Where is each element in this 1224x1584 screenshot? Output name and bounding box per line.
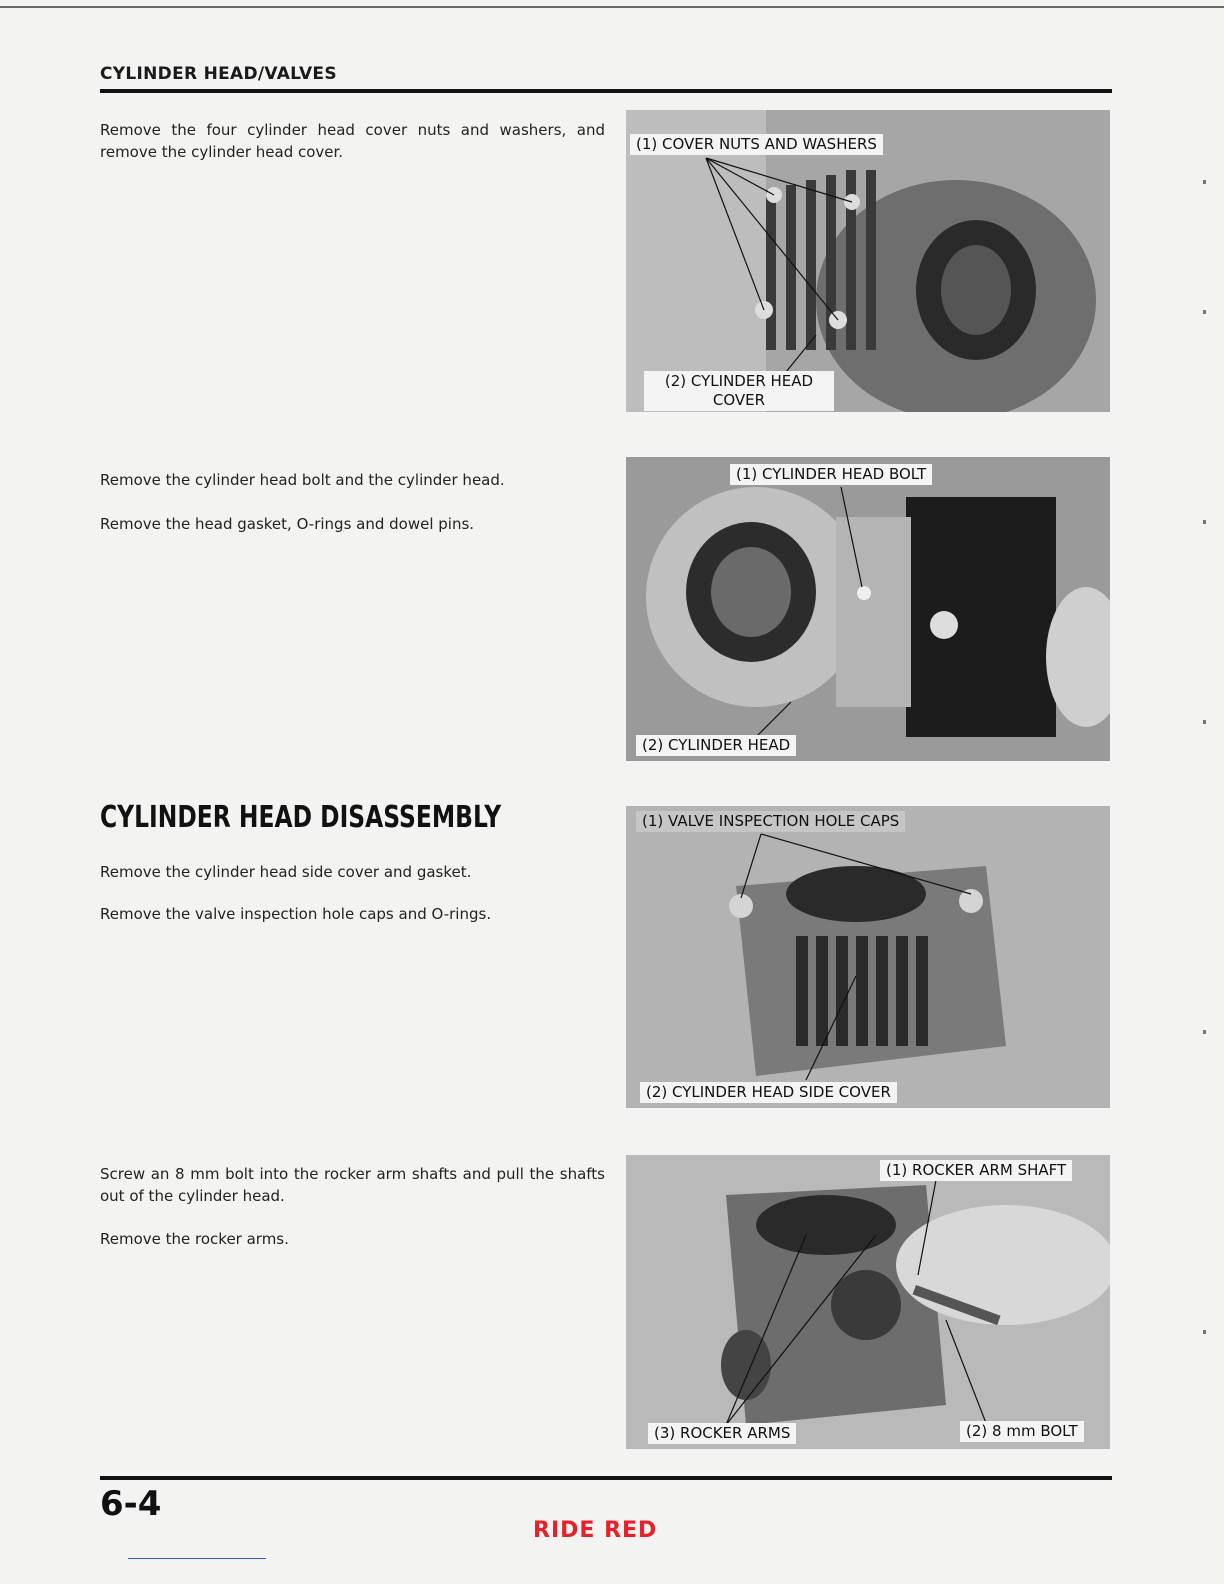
step-remove-cover: Remove the four cylinder head cover nuts and washers, and remove the cylinder head cover. [100, 121, 605, 161]
callout-hole-caps: (1) VALVE INSPECTION HOLE CAPS [636, 811, 905, 832]
callout-head-cover [644, 371, 834, 411]
edge-mark [1203, 720, 1206, 724]
figure-head-bolt-photo [626, 457, 1110, 761]
figure-cover-nuts-photo [626, 110, 1110, 412]
callout-rocker-arm-shaft: (1) ROCKER ARM SHAFT [880, 1160, 1072, 1181]
step-remove-rocker-arms: Remove the rocker arms. [100, 1230, 289, 1248]
engine-photo-illustration-3 [626, 806, 1110, 1108]
callout-cover-nuts: (1) COVER NUTS AND WASHERS [630, 134, 883, 155]
callout-head-cover-line2: COVER [712, 391, 766, 409]
step-remove-gasket: Remove the head gasket, O-rings and dowel pins. [100, 515, 475, 533]
callout-head-cover-line1: (2) CYLINDER HEAD [664, 372, 814, 390]
section-heading: CYLINDER HEAD DISASSEMBLY [100, 800, 502, 835]
footer-divider [100, 1476, 1112, 1480]
edge-mark [1203, 180, 1206, 184]
step-remove-hole-caps: Remove the valve inspection hole caps and O-rings. [100, 905, 492, 923]
callout-head-bolt: (1) CYLINDER HEAD BOLT [730, 464, 932, 485]
edge-mark [1203, 1030, 1206, 1034]
footer-brand-logo: RIDE RED [533, 1518, 658, 1543]
edge-mark [1203, 310, 1206, 314]
engine-photo-illustration-4 [626, 1155, 1110, 1449]
page-number: 6-4 [100, 1484, 162, 1524]
callout-rocker-arms: (3) ROCKER ARMS [648, 1423, 796, 1444]
step-remove-head: Remove the cylinder head bolt and the cylinder head. [100, 471, 505, 489]
figure-rocker-arm-photo [626, 1155, 1110, 1449]
page-header-title: CYLINDER HEAD/VALVES [100, 64, 337, 84]
figure-hole-caps-photo [626, 806, 1110, 1108]
header-divider [100, 89, 1112, 93]
step-remove-side-cover: Remove the cylinder head side cover and gasket. [100, 863, 472, 881]
callout-cylinder-head: (2) CYLINDER HEAD [636, 735, 796, 756]
top-edge-rule [0, 6, 1224, 8]
engine-photo-illustration-2 [626, 457, 1110, 761]
edge-mark [1203, 520, 1206, 524]
step-pull-shafts: Screw an 8 mm bolt into the rocker arm shafts and pull the shafts out of the cylinder head. [100, 1165, 605, 1205]
callout-side-cover: (2) CYLINDER HEAD SIDE COVER [640, 1082, 897, 1103]
callout-8mm-bolt: (2) 8 mm BOLT [960, 1421, 1084, 1442]
edge-mark [1203, 1330, 1206, 1334]
footer-link-underline [128, 1558, 266, 1559]
engine-photo-illustration-1 [626, 110, 1110, 412]
